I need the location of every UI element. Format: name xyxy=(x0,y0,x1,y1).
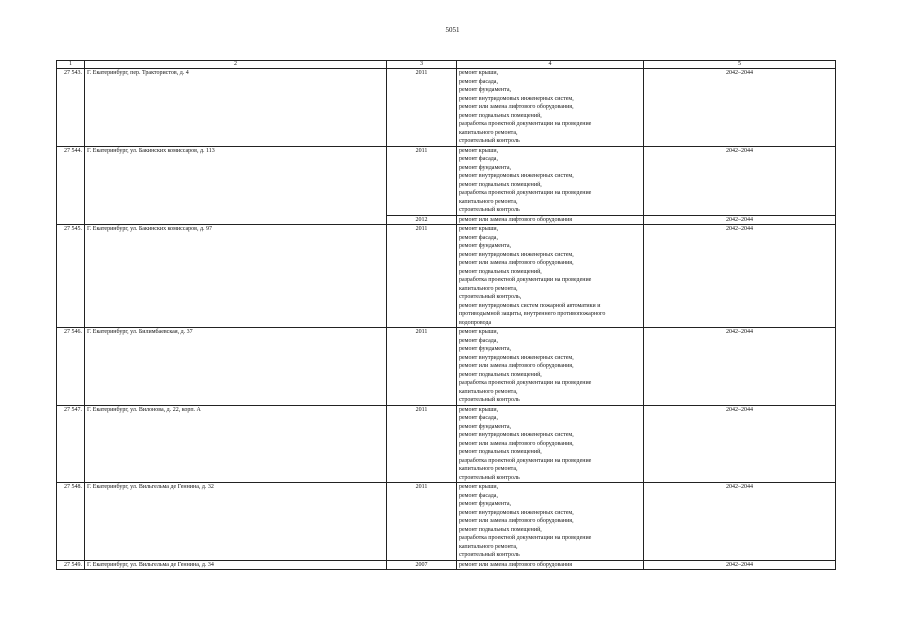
work-item: водопровода xyxy=(459,319,492,326)
row-number: 27 547. xyxy=(57,405,85,483)
building-address: Г. Екатеринбург, ул. Вильгельма де Геннина, д. 32 xyxy=(85,483,387,561)
table-row xyxy=(57,146,836,215)
building-address: Г. Екатеринбург, ул. Вилонова, д. 22, корп. А xyxy=(85,405,387,483)
repair-works xyxy=(457,483,644,561)
work-item: разработка проектной документации на проведение xyxy=(459,457,592,464)
work-item: капитального ремонта, xyxy=(459,466,518,472)
column-number-1: 1 xyxy=(57,61,85,69)
work-item: ремонт или замена лифтового оборудования xyxy=(459,561,573,568)
construction-year: 2011 xyxy=(387,225,457,328)
construction-year: 2007 xyxy=(387,560,457,570)
work-item: строительный контроль xyxy=(459,397,520,403)
page-number: 5051 xyxy=(445,26,460,34)
construction-year: 2012 xyxy=(387,215,457,225)
work-item: ремонт фундамента, xyxy=(459,164,511,171)
row-number: 27 548. xyxy=(57,483,85,561)
row-number: 27 544. xyxy=(57,146,85,225)
work-item: строительный контроль xyxy=(459,474,520,481)
work-item: капитального ремонта, xyxy=(459,285,518,292)
work-item: ремонт крыши, xyxy=(459,406,499,413)
work-item: ремонт крыши, xyxy=(459,70,499,76)
building-address: Г. Екатеринбург, ул. Бакинских комиссаров, д. 97 xyxy=(85,225,387,328)
work-item: ремонт внутридомовых инженерных систем, xyxy=(459,509,574,516)
table-row xyxy=(57,328,836,406)
work-item: разработка проектной документации на проведение xyxy=(459,121,592,127)
repair-works xyxy=(457,328,644,406)
work-item: ремонт или замена лифтового оборудования xyxy=(459,216,573,223)
work-item: строительный контроль xyxy=(459,207,520,213)
planned-period: 2042–2044 xyxy=(644,560,836,570)
work-item: ремонт фасада, xyxy=(459,492,498,499)
work-item: ремонт фасада, xyxy=(459,234,498,241)
row-number: 27 549. xyxy=(57,560,85,570)
planned-period: 2042–2044 xyxy=(644,328,836,406)
construction-year: 2011 xyxy=(387,69,457,147)
planned-period: 2042–2044 xyxy=(644,69,836,147)
planned-period: 2042–2044 xyxy=(644,483,836,561)
construction-year: 2011 xyxy=(387,146,457,215)
work-item: ремонт или замена лифтового оборудования, xyxy=(459,260,574,266)
repair-works xyxy=(457,69,644,147)
work-item: ремонт внутридомовых инженерных систем, xyxy=(459,354,574,361)
building-address: Г. Екатеринбург, пер. Трактористов, д. 4 xyxy=(85,69,387,147)
table-row xyxy=(57,560,836,570)
column-number-3: 3 xyxy=(387,61,457,69)
work-item: ремонт подвальных помещений, xyxy=(459,181,542,188)
repair-works xyxy=(457,215,644,225)
work-item: разработка проектной документации на проведение xyxy=(459,190,592,196)
work-item: ремонт фасада, xyxy=(459,156,498,162)
construction-year: 2011 xyxy=(387,405,457,483)
work-item: разработка проектной документации на проведение xyxy=(459,380,592,386)
work-item: ремонт фундамента, xyxy=(459,423,511,430)
building-address: Г. Екатеринбург, ул. Бакинских комиссаров, д. 113 xyxy=(85,146,387,225)
work-item: ремонт подвальных помещений, xyxy=(459,449,542,455)
work-item: ремонт фундамента, xyxy=(459,87,511,93)
planned-period: 2042–2044 xyxy=(644,215,836,225)
work-item: ремонт внутридомовых инженерных систем, xyxy=(459,173,574,179)
work-item: разработка проектной документации на проведение xyxy=(459,277,592,283)
table-row xyxy=(57,225,836,328)
work-item: ремонт или замена лифтового оборудования, xyxy=(459,104,574,110)
work-item: ремонт фасада, xyxy=(459,415,498,421)
repair-works xyxy=(457,146,644,215)
work-item: ремонт или замена лифтового оборудования, xyxy=(459,440,574,447)
work-item: ремонт фасада, xyxy=(459,337,498,344)
row-number: 27 546. xyxy=(57,328,85,406)
table-row xyxy=(57,405,836,483)
work-item: ремонт внутридомовых инженерных систем, xyxy=(459,95,574,102)
repair-works xyxy=(457,225,644,328)
work-item: строительный контроль xyxy=(459,552,520,558)
work-item: ремонт фундамента, xyxy=(459,501,511,507)
work-item: ремонт крыши, xyxy=(459,329,499,335)
building-address: Г. Екатеринбург, ул. Вильгельма де Геннина, д. 34 xyxy=(85,560,387,570)
column-number-4: 4 xyxy=(457,61,644,69)
work-item: ремонт фасада, xyxy=(459,78,498,85)
work-item: ремонт подвальных помещений, xyxy=(459,112,542,119)
work-item: ремонт крыши, xyxy=(459,226,499,232)
work-item: ремонт внутридомовых систем пожарной автоматики и xyxy=(459,302,601,309)
work-item: ремонт внутридомовых инженерных систем, xyxy=(459,432,574,438)
work-item: капитального ремонта, xyxy=(459,129,518,136)
construction-year: 2011 xyxy=(387,483,457,561)
planned-period: 2042–2044 xyxy=(644,146,836,215)
work-item: разработка проектной документации на проведение xyxy=(459,535,592,541)
work-item: ремонт фундамента, xyxy=(459,243,511,249)
work-item: капитального ремонта, xyxy=(459,198,518,205)
column-number-5: 5 xyxy=(644,61,836,69)
work-item: ремонт внутридомовых инженерных систем, xyxy=(459,251,574,258)
work-item: капитального ремонта, xyxy=(459,388,518,395)
work-item: ремонт подвальных помещений, xyxy=(459,526,542,533)
work-item: ремонт или замена лифтового оборудования, xyxy=(459,518,574,524)
row-number: 27 545. xyxy=(57,225,85,328)
work-item: капитального ремонта, xyxy=(459,543,518,550)
building-address: Г. Екатеринбург, ул. Билимбаевская, д. 37 xyxy=(85,328,387,406)
work-item: ремонт крыши, xyxy=(459,484,499,490)
column-number-2: 2 xyxy=(85,61,387,69)
work-item: противодымной защиты, внутреннего противопожарного xyxy=(459,311,606,317)
repair-works xyxy=(457,405,644,483)
work-item: ремонт фундамента, xyxy=(459,346,511,352)
row-number: 27 543. xyxy=(57,69,85,147)
repair-works xyxy=(457,560,644,570)
table-row xyxy=(57,69,836,147)
construction-year: 2011 xyxy=(387,328,457,406)
work-item: строительный контроль xyxy=(459,138,520,144)
capital-repair-table xyxy=(56,60,836,570)
planned-period: 2042–2044 xyxy=(644,405,836,483)
work-item: ремонт подвальных помещений, xyxy=(459,268,542,275)
work-item: ремонт подвальных помещений, xyxy=(459,371,542,378)
planned-period: 2042–2044 xyxy=(644,225,836,328)
column-number-row xyxy=(57,61,836,69)
work-item: ремонт или замена лифтового оборудования, xyxy=(459,363,574,369)
work-item: строительный контроль, xyxy=(459,294,522,300)
table-row xyxy=(57,483,836,561)
work-item: ремонт крыши, xyxy=(459,147,499,154)
